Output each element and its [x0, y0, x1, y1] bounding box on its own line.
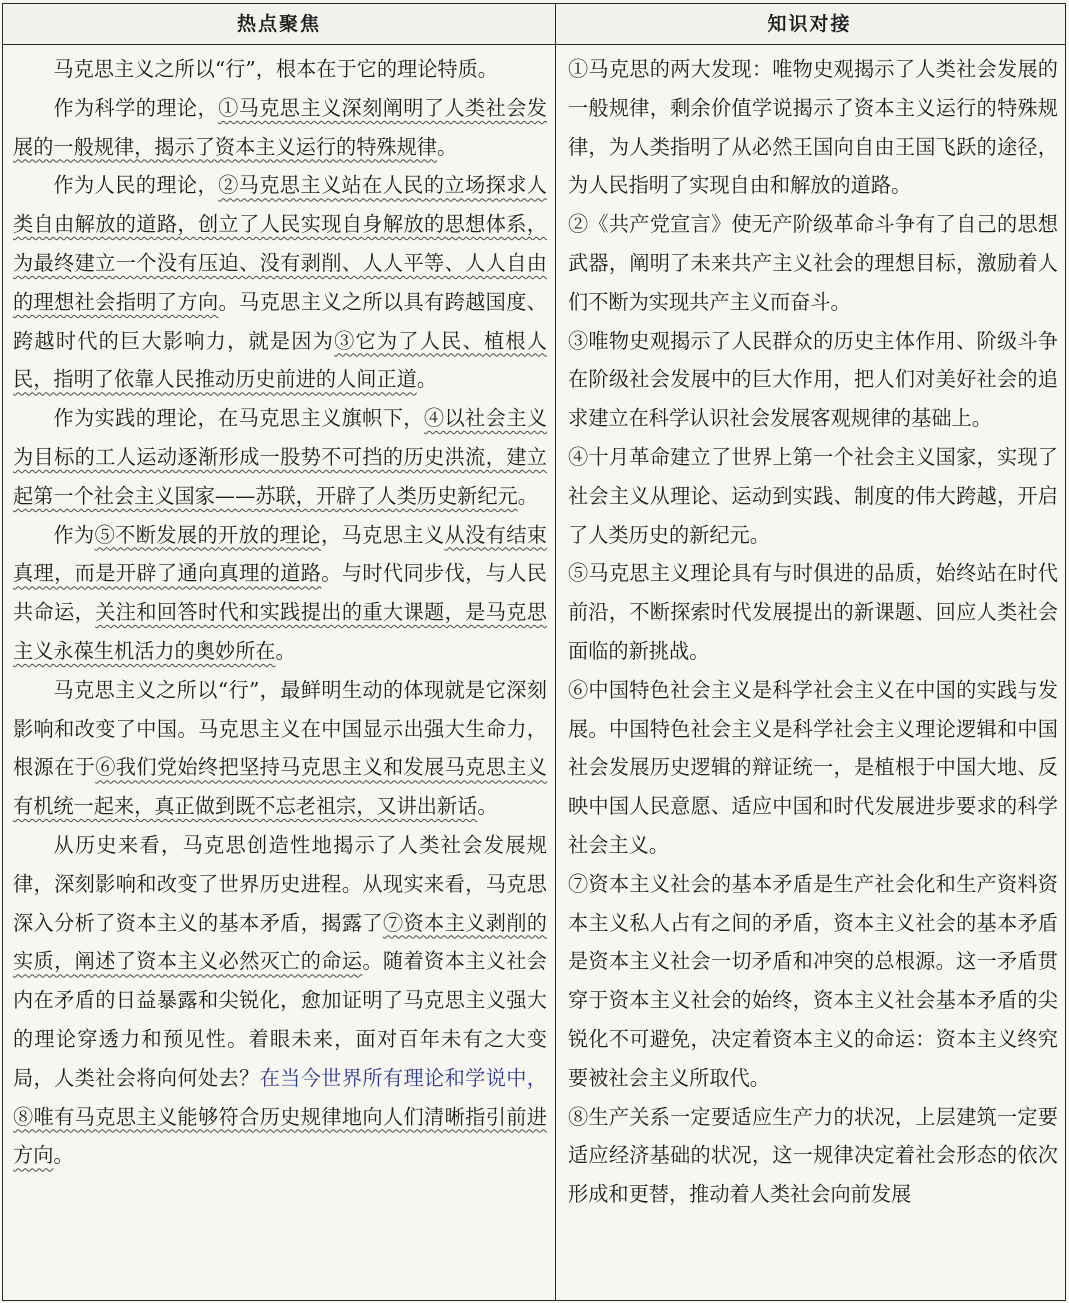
column-divider [555, 4, 556, 1300]
underlined-key-point: ③它为了人民、植根人民，指明了依靠人民推动历史前进的人间正道 [13, 328, 547, 392]
knowledge-item: ⑤马克思主义理论具有与时俱进的品质，始终站在时代前沿，不断探索时代发展提出的新课题、回应人类社会面临的新挑战。 [568, 561, 1058, 663]
paragraph-text: 。 [275, 638, 296, 663]
focus-paragraph [13, 671, 547, 826]
underlined-key-point: ①马克思主义深刻阐明了人类社会发展的一般规律，揭示了资本主义运行的特殊规律 [13, 95, 547, 159]
focus-paragraph [13, 50, 547, 89]
underlined-key-point: ④以社会主义为目标的工人运动逐渐形成一股势不可挡的历史洪流，建立起第一个社会主义国家——苏联，开辟了人类历史新纪元 [13, 406, 547, 508]
focus-paragraph [13, 89, 547, 167]
knowledge-item: ④十月革命建立了世界上第一个社会主义国家，实现了社会主义从理论、运动到实践、制度的伟大跨越，开启了人类历史的新纪元。 [568, 444, 1058, 547]
paragraph-text: 马克思主义之所以“行”，根本在于它的理论特质。 [53, 57, 498, 81]
underlined-key-point: 关注和回答时代和实践提出的重大课题，是马克思主义永葆生机活力的奥妙所在 [13, 600, 547, 663]
paragraph-text: 。 [53, 1143, 74, 1168]
paragraph-text: ，马克思主义 [320, 522, 445, 547]
underlined-key-point: ⑤不断发展的开放的理论 [94, 522, 321, 547]
focus-paragraph [13, 399, 547, 515]
paragraph-text: 从历史来看，马克思创造性地揭示了人类社会发展规律，深刻影响和改变了世界历史进程。从现实来看，马克思深入分析了资本主义的基本矛盾，揭露了 [13, 832, 547, 935]
paragraph-text: 作为科学的理论， [53, 95, 219, 120]
knowledge-column [568, 50, 1058, 1214]
header-hot-focus: 热点聚焦 [236, 13, 321, 35]
paragraph-text: 作为实践的理论，在马克思主义旗帜下， [53, 406, 424, 431]
underlined-key-point: 从没有结束真理，而是开辟了通向真理的道路 [13, 522, 547, 586]
underlined-key-point: ⑥我们党始终把坚持马克思主义和发展马克思主义有机统一起来，真正做到既不忘老祖宗，又讲出新话 [13, 755, 547, 819]
knowledge-item: ②《共产党宣言》使无产阶级革命斗争有了自己的思想武器，阐明了未来共产主义社会的理想目标，激励着人们不断为实现共产主义而奋斗。 [568, 212, 1058, 314]
knowledge-item: ⑧生产关系一定要适应生产力的状况，上层建筑一定要适应经济基础的状况，这一规律决定着社会形态的依次形成和更替，推动着人类社会向前发展 [568, 1104, 1058, 1207]
knowledge-item: ⑥中国特色社会主义是科学社会主义在中国的实践与发展。中国特色社会主义是科学社会主义理论逻辑和中国社会发展历史逻辑的辩证统一，是植根于中国大地、反映中国人民意愿、适应中国和时代发展进步要求的科学社会主义。 [568, 677, 1058, 857]
knowledge-item: ③唯物史观揭示了人民群众的历史主体作用、阶级斗争在阶级社会发展中的巨大作用，把人们对美好社会的追求建立在科学认识社会发展客观规律的基础上。 [568, 328, 1058, 431]
comparison-table [2, 3, 1066, 1301]
focus-paragraph [13, 826, 547, 1175]
paragraph-text: 作为 [53, 522, 95, 547]
paragraph-text: 。 [416, 367, 437, 392]
paragraph-text: 。 [477, 794, 498, 819]
focus-paragraph [13, 516, 547, 671]
paragraph-text: 。随着资本主义社会内在矛盾的日益暴露和尖锐化，愈加证明了马克思主义强大的理论穿透力和预见性。着眼未来，面对百年未有之大变局，人类社会将向何处去？ [13, 949, 547, 1090]
paragraph-text: 。 [436, 134, 458, 159]
underlined-key-point: ②马克思主义站在人民的立场探求人类自由解放的道路，创立了人民实现自身解放的思想体系，为最终建立一个没有压迫、没有剥削、人人平等、人人自由的理想社会指明了方向 [13, 173, 547, 314]
header-knowledge-link: 知识对接 [767, 13, 852, 35]
paragraph-text: 。 [517, 483, 538, 508]
underlined-key-point: ⑦资本主义剥削的实质，阐述了资本主义必然灭亡的命运 [13, 910, 547, 974]
table-header [3, 4, 1065, 45]
paragraph-text: 。马克思主义之所以具有跨越国度、跨越时代的巨大影响力，就是因为 [13, 289, 547, 353]
knowledge-item: ⑦资本主义社会的基本矛盾是生产社会化和生产资料资本主义私人占有之间的矛盾，资本主义社会的基本矛盾是资本主义社会一切矛盾和冲突的总根源。这一矛盾贯穿于资本主义社会的始终，资本主义社会基本矛盾的尖锐化不可避免，决定着资本主义的命运：资本主义终究要被社会主义所取代。 [568, 871, 1058, 1090]
highlight-text: 在当今世界所有理论和学说中， [259, 1065, 547, 1090]
underlined-key-point: ⑧唯有马克思主义能够符合历史规律地向人们清晰指引前进方向 [13, 1104, 547, 1168]
focus-paragraph [13, 166, 547, 399]
paragraph-text: 作为人民的理论， [53, 173, 219, 198]
paragraph-text: 马克思主义之所以“行”，最鲜明生动的体现就是它深刻影响和改变了中国。马克思主义在中国显示出强大生命力，根源在于 [13, 677, 547, 780]
paragraph-text: 。与时代同步伐，与人民共命运， [13, 561, 547, 625]
hot-focus-column [13, 50, 547, 1175]
knowledge-item: ①马克思的两大发现：唯物史观揭示了人类社会发展的一般规律，剩余价值学说揭示了资本主义运行的特殊规律，为人类指明了从必然王国向自由王国飞跃的途径，为人民指明了实现自由和解放的道路。 [568, 57, 1058, 198]
